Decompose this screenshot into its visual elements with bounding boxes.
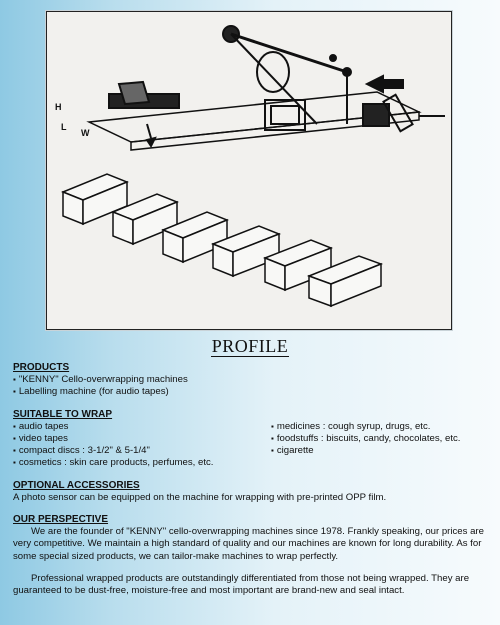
- suitable-item: ▪ cigarette: [271, 445, 493, 457]
- suitable-heading: SUITABLE TO WRAP: [13, 408, 113, 420]
- suitable-item: ▪ audio tapes: [13, 421, 271, 433]
- optional-text: A photo sensor can be equipped on the machine for wrapping with pre-printed OPP film.: [13, 491, 387, 503]
- products-item: ▪ "KENNY" Cello-overwrapping machines: [13, 374, 493, 386]
- products-section: [13, 362, 493, 399]
- perspective-paragraph-1: We are the founder of "KENNY" cello-overwrapping machines since 1978. Frankly speaking, our prices are very competitive. We maintain a high standard of quality and our machines are known for long durability. As for some special sized products, we can tailor-make machines to wrap perfectly.: [13, 526, 484, 562]
- dim-label-l: L: [61, 122, 67, 132]
- suitable-item: ▪ cosmetics : skin care products, perfumes, etc.: [13, 457, 271, 469]
- suitable-item: ▪ medicines : cough syrup, drugs, etc.: [271, 421, 493, 433]
- suitable-item: ▪ video tapes: [13, 433, 271, 445]
- suitable-item: ▪ compact discs : 3-1/2" & 5-1/4": [13, 445, 271, 457]
- perspective-paragraph-2: Professional wrapped products are outstandingly differentiated from those not being wrapped. They are guaranteed to be dust-free, moisture-free and most important are brand-new and seal intact.: [13, 572, 470, 597]
- dim-label-h: H: [55, 102, 62, 112]
- wrapping-diagram-svg: [47, 12, 451, 329]
- page-title: PROFILE: [211, 336, 289, 356]
- wrapping-process-diagram: [46, 11, 452, 330]
- products-item: ▪ Labelling machine (for audio tapes): [13, 386, 493, 398]
- profile-content: [13, 362, 493, 597]
- suitable-section: [13, 409, 493, 470]
- perspective-section: [13, 514, 493, 597]
- optional-heading: OPTIONAL ACCESSORIES: [13, 479, 140, 491]
- suitable-item: ▪ foodstuffs : biscuits, candy, chocolates, etc.: [271, 433, 493, 445]
- dim-label-w: W: [81, 128, 90, 138]
- optional-section: [13, 480, 493, 504]
- perspective-heading: OUR PERSPECTIVE: [13, 514, 109, 526]
- products-heading: PRODUCTS: [13, 362, 70, 373]
